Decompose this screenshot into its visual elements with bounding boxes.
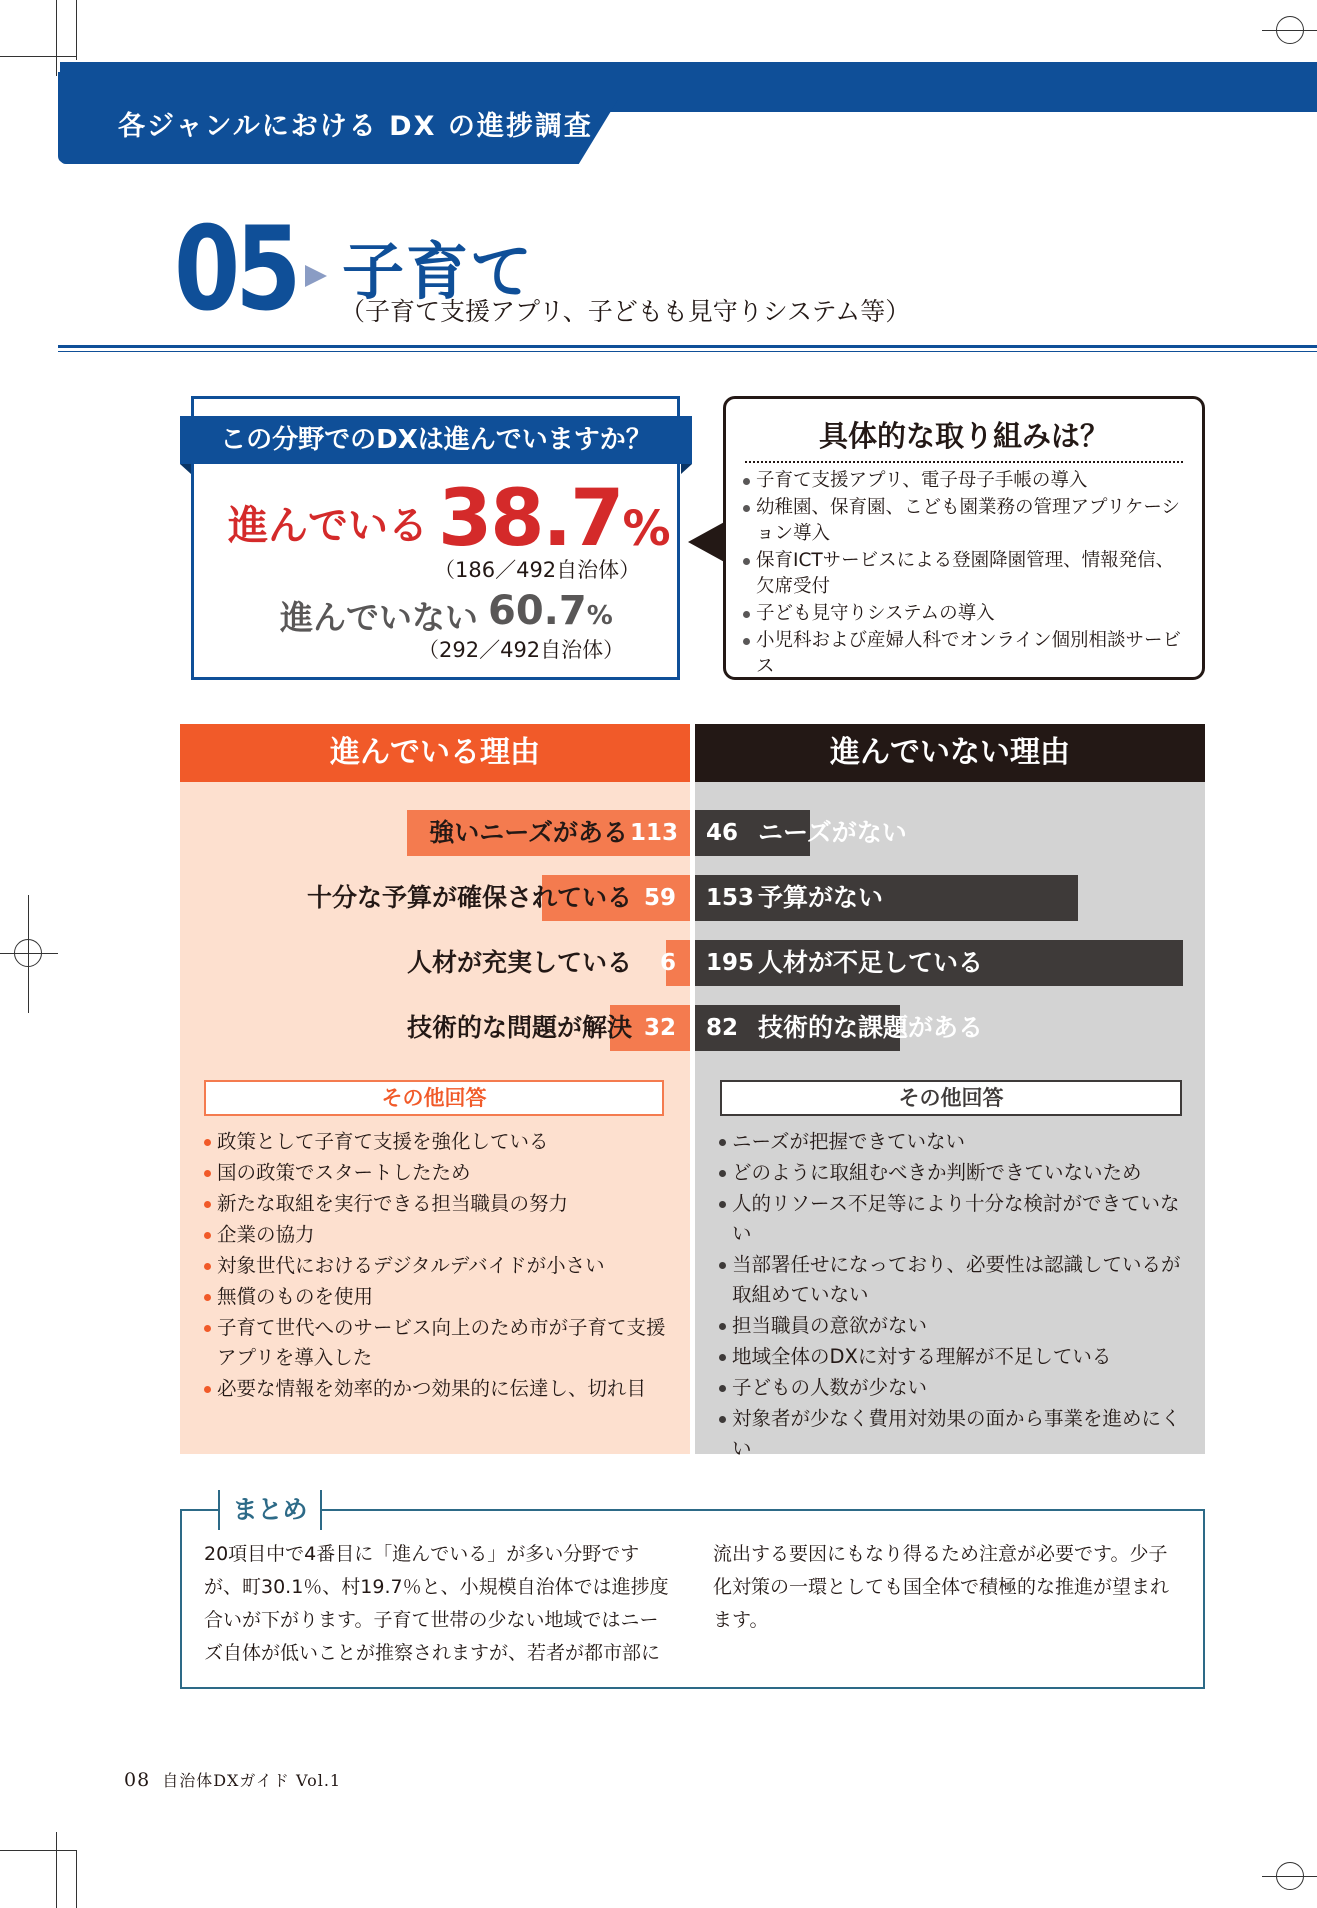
list-item: 子どもの人数が少ない xyxy=(718,1373,1194,1403)
yes-label: 進んでいる xyxy=(228,503,428,549)
list-item: 企業の協力 xyxy=(203,1220,673,1250)
section-rule xyxy=(58,345,1317,348)
no-reason-value: 46 xyxy=(706,820,739,846)
no-label: 進んでいない xyxy=(280,598,478,637)
list-item: 無償のものを使用 xyxy=(203,1282,673,1312)
crop-mark xyxy=(0,1850,76,1851)
no-reason-label: 技術的な課題がある xyxy=(758,1013,984,1042)
list-item: 新たな取組を実行できる担当職員の努力 xyxy=(203,1189,673,1219)
list-item: 保育ICTサービスによる登園降園管理、情報発信、欠席受付 xyxy=(742,548,1190,600)
section-number: 05 xyxy=(174,202,297,337)
summary-text-right: 流出する要因にもなり得るため注意が必要です。少子化対策の一環としても国全体で積極的な推進が望まれます。 xyxy=(713,1543,1170,1631)
no-count: （292／492自治体） xyxy=(418,638,625,662)
crop-mark xyxy=(76,0,77,60)
no-reason-value: 153 xyxy=(706,885,755,911)
crop-mark xyxy=(56,0,57,76)
list-item: 地域全体のDXに対する理解が不足している xyxy=(718,1342,1194,1372)
yes-reason-value: 59 xyxy=(643,885,676,911)
list-item: 当部署任せになっており、必要性は認識しているが取組めていない xyxy=(718,1250,1194,1310)
list-item: 幼稚園、保育園、こども園業務の管理アプリケーション導入 xyxy=(742,495,1190,547)
publication-name: 自治体DXガイド Vol.1 xyxy=(162,1771,342,1790)
yes-reason-label: 人材が充実している xyxy=(406,948,632,977)
yes-reason-label: 強いニーズがある xyxy=(429,818,628,847)
initiatives-title: 具体的な取り組みは？ xyxy=(745,414,1183,463)
crop-mark xyxy=(56,1832,57,1908)
no-reasons-header: 進んでいない理由 xyxy=(695,724,1205,782)
yes-reason-value: 6 xyxy=(659,950,676,976)
list-item: 人的リソース不足等により十分な検討ができていない xyxy=(718,1189,1194,1249)
crop-mark xyxy=(76,1850,77,1908)
pointer-arrow-icon xyxy=(688,520,728,564)
list-item: 対象者が少なく費用対効果の面から事業を進めにくい xyxy=(718,1404,1194,1464)
no-other-list xyxy=(718,1127,1194,1465)
section-rule-thin xyxy=(58,351,1317,352)
list-item: 政策として子育て支援を強化している xyxy=(203,1127,673,1157)
genre-title: 各ジャンルにおける DX の進捗調査 xyxy=(118,111,593,142)
page-footer xyxy=(124,1768,341,1791)
triangle-arrow-icon xyxy=(305,265,327,287)
no-reason-label: ニーズがない xyxy=(758,818,907,847)
no-reason-value: 82 xyxy=(706,1015,739,1041)
yes-count: （186／492自治体） xyxy=(434,558,641,582)
crop-mark xyxy=(0,56,76,57)
yes-reason-value: 32 xyxy=(643,1015,676,1041)
yes-percent: 38.7% xyxy=(438,474,669,564)
summary-text-left: 20項目中で4番目に「進んでいる」が多い分野ですが、町30.1％、村19.7％と、小規模自治体では進捗度合いが下がります。子育て世帯の少ない地域ではニーズ自体が低いことが推察されますが、若者が都市部に xyxy=(204,1543,669,1664)
initiatives-list xyxy=(742,468,1190,681)
registration-circle xyxy=(14,939,42,967)
section-subtitle: （子育て支援アプリ、子どもも見守りシステム等） xyxy=(340,297,911,326)
list-item: 対象世代におけるデジタルデバイドが小さい xyxy=(203,1251,673,1281)
no-reason-value: 195 xyxy=(706,950,755,976)
summary-title: まとめ xyxy=(218,1490,322,1530)
list-item: どのように取組むべきか判断できていないため xyxy=(718,1158,1194,1188)
list-item: 担当職員の意欲がない xyxy=(718,1311,1194,1341)
yes-other-heading: その他回答 xyxy=(204,1080,664,1116)
section-title: 子育て xyxy=(342,235,535,308)
no-reason-label: 予算がない xyxy=(758,883,884,912)
yes-reasons-header: 進んでいる理由 xyxy=(180,724,690,782)
yes-reason-label: 技術的な問題が解決 xyxy=(406,1013,632,1042)
yes-other-list xyxy=(203,1127,673,1405)
ribbon-fold-left xyxy=(180,464,191,474)
no-other-heading: その他回答 xyxy=(720,1080,1182,1116)
crop-mark xyxy=(1262,1876,1317,1877)
registration-circle xyxy=(1276,16,1304,44)
no-percent: 60.7% xyxy=(488,588,613,634)
list-item: 子育て世代へのサービス向上のため市が子育て支援アプリを導入した xyxy=(203,1313,673,1373)
list-item: 国の政策でスタートしたため xyxy=(203,1158,673,1188)
list-item: 必要な情報を効率的かつ効果的に伝達し、切れ目 xyxy=(203,1374,673,1404)
list-item: 子ども見守りシステムの導入 xyxy=(742,601,1190,627)
list-item: ニーズが把握できていない xyxy=(718,1127,1194,1157)
ribbon-fold-right xyxy=(681,464,692,474)
no-reason-label: 人材が不足している xyxy=(758,948,984,977)
list-item: 子育て支援アプリ、電子母子手帳の導入 xyxy=(742,468,1190,494)
header-rule xyxy=(60,62,1317,72)
yes-reason-label: 十分な予算が確保されている xyxy=(306,883,632,912)
progress-question: この分野でのDXは進んでいますか？ xyxy=(180,416,692,464)
page-number: 08 xyxy=(124,1769,151,1791)
yes-reason-value: 113 xyxy=(630,820,679,846)
list-item: 小児科および産婦人科でオンライン個別相談サービス xyxy=(742,628,1190,680)
